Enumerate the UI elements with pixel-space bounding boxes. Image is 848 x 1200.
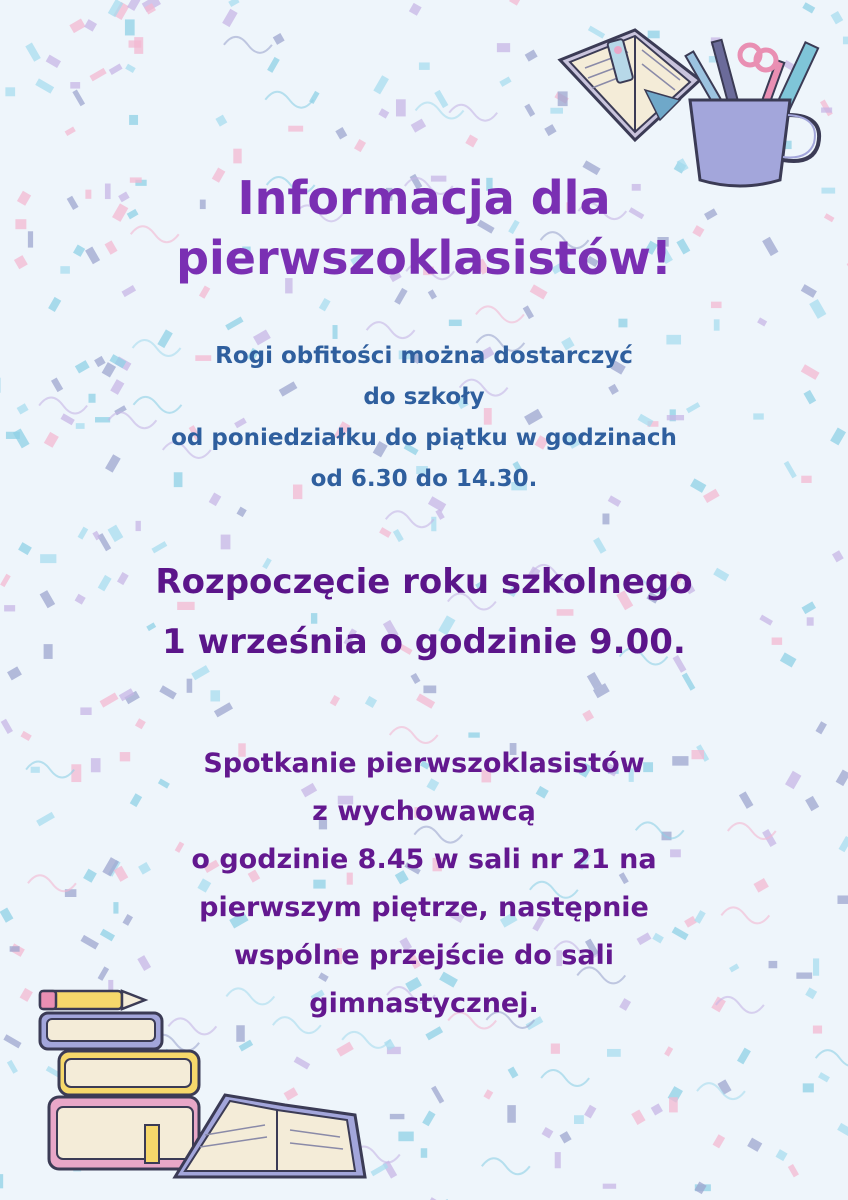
confetti-piece [100,693,119,708]
confetti-piece [818,1072,830,1082]
confetti-piece [409,3,422,16]
confetti-piece [90,68,107,81]
confetti-piece [7,1060,18,1074]
confetti-piece [127,0,140,11]
confetti-piece [379,527,391,538]
confetti-piece [603,1184,616,1189]
confetti-piece [215,115,227,127]
confetti-piece [584,1105,596,1119]
confetti-piece [0,1174,3,1188]
confetti-piece [78,527,89,540]
streamer-swirl [476,306,524,322]
confetti-piece [831,11,844,24]
confetti-piece [431,517,436,531]
confetti-piece [669,1097,678,1112]
confetti-piece [419,62,430,69]
confetti-piece [714,319,720,330]
title-line-2: pierwszoklasistów! [176,231,672,285]
confetti-piece [411,119,426,133]
confetti-piece [273,33,285,45]
delivery-info-line-4: od 6.30 do 14.30. [310,466,538,492]
delivery-info-line-3: od poniedziałku do piątku w godzinach [171,425,677,451]
school-start-heading [0,552,848,672]
confetti-piece [225,316,243,330]
confetti-piece [136,521,141,531]
books-icon [40,1013,365,1177]
confetti-piece [434,90,448,108]
confetti-piece [435,509,444,520]
meeting-info [0,740,848,1028]
delivery-info-line-2: do szkoły [363,384,485,410]
confetti-piece [757,317,767,326]
confetti-piece [84,19,97,32]
confetti-piece [837,1123,848,1136]
confetti-piece [497,43,510,52]
confetti-piece [422,1111,435,1127]
confetti-piece [267,57,280,73]
confetti-piece [125,64,135,73]
pencil-cup-icon [686,40,820,186]
confetti-piece [651,1103,663,1115]
meeting-info-line-6: gimnastycznej. [309,988,539,1019]
confetti-piece [354,139,366,152]
meeting-info-line-5: wspólne przejście do sali [233,940,615,971]
confetti-piece [582,710,594,722]
page-title [0,168,848,288]
confetti-piece [25,43,40,62]
confetti-piece [373,75,389,94]
confetti-piece [421,1148,427,1158]
school-start-line-1: Rozpoczęcie roku szkolnego [155,562,693,602]
delivery-info [0,336,848,500]
confetti-piece [394,288,407,305]
confetti-piece [108,525,124,542]
confetti-piece [788,1164,799,1177]
confetti-piece [713,1134,726,1148]
confetti-piece [525,50,538,62]
confetti-piece [35,78,54,93]
meeting-info-line-4: pierwszym piętrze, następnie [199,892,649,923]
confetti-piece [396,99,406,116]
meeting-info-line-3: o godzinie 8.45 w sali nr 21 na [191,844,657,875]
confetti-piece [159,685,176,699]
confetti-piece [109,64,123,75]
confetti-piece [809,299,826,319]
confetti-piece [134,37,143,54]
confetti-piece [711,302,722,308]
confetti-piece [747,1138,762,1152]
streamer-swirl [224,37,272,53]
streamer-swirl [541,1070,589,1086]
meeting-info-line-2: z wychowawcą [312,796,536,827]
confetti-piece [335,127,347,139]
confetti-piece [449,320,462,326]
confetti-piece [222,9,237,27]
confetti-piece [80,707,91,715]
confetti-piece [428,289,437,299]
delivery-info-line-1: Rogi obfitości można dostarczyć [215,343,633,369]
streamer-swirl [416,102,464,118]
confetti-piece [631,1109,645,1124]
confetti-piece [815,721,826,734]
confetti-piece [72,89,85,106]
confetti-piece [803,1083,814,1092]
confetti-piece [551,1044,560,1054]
streamer-swirl [816,1050,848,1066]
streamer-swirl [265,92,313,108]
streamer-swirl [449,105,497,121]
confetti-piece [129,115,138,125]
confetti-piece [288,126,303,132]
confetti-piece [228,0,239,7]
confetti-piece [483,1089,493,1099]
confetti-piece [574,1115,584,1124]
confetti-piece [718,1079,732,1094]
confetti-piece [365,696,377,708]
confetti-piece [70,82,80,89]
confetti-piece [509,0,522,6]
confetti-piece [319,298,331,311]
confetti-piece [508,1066,519,1078]
confetti-piece [135,718,146,729]
confetti-piece [187,679,193,693]
streamer-swirl [386,511,434,527]
confetti-piece [3,1034,21,1048]
confetti-piece [1,719,13,734]
title-line-1: Informacja dla [237,171,611,225]
confetti-piece [664,1046,673,1056]
confetti-piece [393,529,404,542]
confetti-piece [560,1131,572,1143]
confetti-piece [555,1152,561,1168]
confetti-piece [423,686,436,694]
confetti-piece [468,732,479,737]
confetti-piece [65,127,76,136]
confetti-piece [776,1149,788,1161]
confetti-piece [410,673,420,684]
confetti-piece [48,297,61,312]
confetti-piece [431,1086,444,1104]
confetti-piece [542,1127,554,1138]
confetti-piece [524,104,535,117]
confetti-piece [843,37,848,45]
confetti-piece [499,76,511,86]
confetti-piece [802,2,815,13]
confetti-piece [233,149,241,164]
confetti-piece [210,690,220,701]
confetti-piece [378,108,389,118]
confetti-piece [214,702,233,717]
confetti-piece [425,1026,443,1040]
confetti-piece [237,507,247,518]
school-start-line-2: 1 września o godzinie 9.00. [162,622,686,662]
confetti-piece [523,305,534,319]
confetti-piece [507,1105,515,1123]
confetti-piece [330,695,340,706]
confetti-piece [737,1048,751,1065]
confetti-piece [69,19,85,34]
open-book-icon [560,30,700,140]
confetti-piece [694,1182,706,1195]
confetti-piece [465,135,478,148]
confetti-piece [125,19,135,35]
confetti-piece [618,319,627,328]
confetti-piece [416,693,435,708]
meeting-info-line-1: Spotkanie pierwszoklasistów [203,748,645,779]
confetti-piece [5,87,15,96]
confetti-piece [682,673,696,691]
confetti-piece [398,1132,413,1142]
confetti-piece [607,1049,621,1057]
confetti-piece [602,514,609,525]
book-and-pencil-cup-illustration [540,20,830,190]
confetti-piece [390,1114,405,1119]
confetti-piece [46,55,61,68]
streamer-swirl [482,1158,530,1174]
confetti-piece [221,535,231,550]
